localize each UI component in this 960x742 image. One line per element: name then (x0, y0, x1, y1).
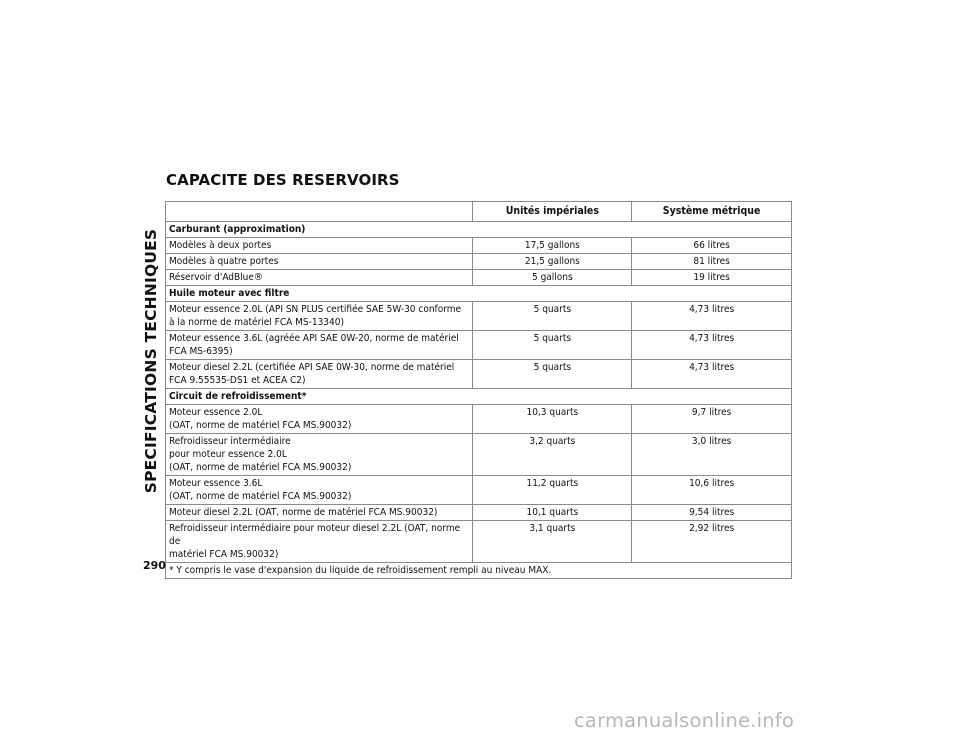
table-row (166, 505, 792, 521)
imperial-value: 5 gallons (473, 270, 632, 286)
table-row (166, 434, 792, 476)
table-body (166, 222, 792, 579)
row-label: Modèles à quatre portes (166, 254, 473, 270)
table-row (166, 521, 792, 563)
metric-value: 2,92 litres (632, 521, 792, 563)
table-row (166, 360, 792, 389)
imperial-value: 5 quarts (473, 302, 632, 331)
side-section-title-text: SPECIFICATIONS TECHNIQUES (142, 228, 160, 494)
row-label: Modèles à deux portes (166, 238, 473, 254)
section-heading: CAPACITE DES RESERVOIRS (166, 171, 400, 189)
imperial-value: 11,2 quarts (473, 476, 632, 505)
row-label: Refroidisseur intermédiaire pour moteur essence 2.0L (OAT, norme de matériel FCA MS.90032) (166, 434, 473, 476)
table-category-row (166, 286, 792, 302)
imperial-value: 10,3 quarts (473, 405, 632, 434)
row-label: Moteur essence 2.0L (OAT, norme de matériel FCA MS.90032) (166, 405, 473, 434)
table-category-row (166, 222, 792, 238)
capacity-table (165, 201, 792, 579)
header-empty (166, 202, 473, 222)
metric-value: 81 litres (632, 254, 792, 270)
metric-value: 4,73 litres (632, 360, 792, 389)
imperial-value: 5 quarts (473, 360, 632, 389)
header-metric: Système métrique (632, 202, 792, 222)
row-label: Moteur diesel 2.2L (OAT, norme de matériel FCA MS.90032) (166, 505, 473, 521)
category-label: Carburant (approximation) (166, 222, 792, 238)
row-label: Moteur essence 2.0L (API SN PLUS certifiée SAE 5W-30 conforme à la norme de matériel FCA MS-13340) (166, 302, 473, 331)
table-row (166, 254, 792, 270)
row-label: Moteur diesel 2.2L (certifiée API SAE 0W-30, norme de matériel FCA 9.55535-DS1 et ACEA C2) (166, 360, 473, 389)
table-row (166, 270, 792, 286)
table-row (166, 302, 792, 331)
table-footnote-row (166, 563, 792, 579)
table-category-row (166, 389, 792, 405)
metric-value: 4,73 litres (632, 302, 792, 331)
metric-value: 9,7 litres (632, 405, 792, 434)
row-label: Refroidisseur intermédiaire pour moteur diesel 2.2L (OAT, norme de matériel FCA MS.90032) (166, 521, 473, 563)
page-number: 290 (143, 559, 166, 572)
imperial-value: 5 quarts (473, 331, 632, 360)
row-label: Moteur essence 3.6L (OAT, norme de matériel FCA MS.90032) (166, 476, 473, 505)
metric-value: 3,0 litres (632, 434, 792, 476)
row-label: Réservoir d'AdBlue® (166, 270, 473, 286)
category-label: Huile moteur avec filtre (166, 286, 792, 302)
imperial-value: 3,1 quarts (473, 521, 632, 563)
row-label: Moteur essence 3.6L (agréée API SAE 0W-20, norme de matériel FCA MS-6395) (166, 331, 473, 360)
metric-value: 10,6 litres (632, 476, 792, 505)
side-section-title (140, 168, 162, 554)
table-footnote: * Y compris le vase d'expansion du liquide de refroidissement rempli au niveau MAX. (166, 563, 792, 579)
watermark: carmanualsonline.info (574, 709, 794, 732)
header-imperial: Unités impériales (473, 202, 632, 222)
imperial-value: 17,5 gallons (473, 238, 632, 254)
metric-value: 66 litres (632, 238, 792, 254)
metric-value: 9,54 litres (632, 505, 792, 521)
imperial-value: 3,2 quarts (473, 434, 632, 476)
table-header-row (166, 202, 792, 222)
table-row (166, 331, 792, 360)
imperial-value: 10,1 quarts (473, 505, 632, 521)
metric-value: 19 litres (632, 270, 792, 286)
table-row (166, 238, 792, 254)
category-label: Circuit de refroidissement* (166, 389, 792, 405)
metric-value: 4,73 litres (632, 331, 792, 360)
table-row (166, 405, 792, 434)
table-row (166, 476, 792, 505)
imperial-value: 21,5 gallons (473, 254, 632, 270)
